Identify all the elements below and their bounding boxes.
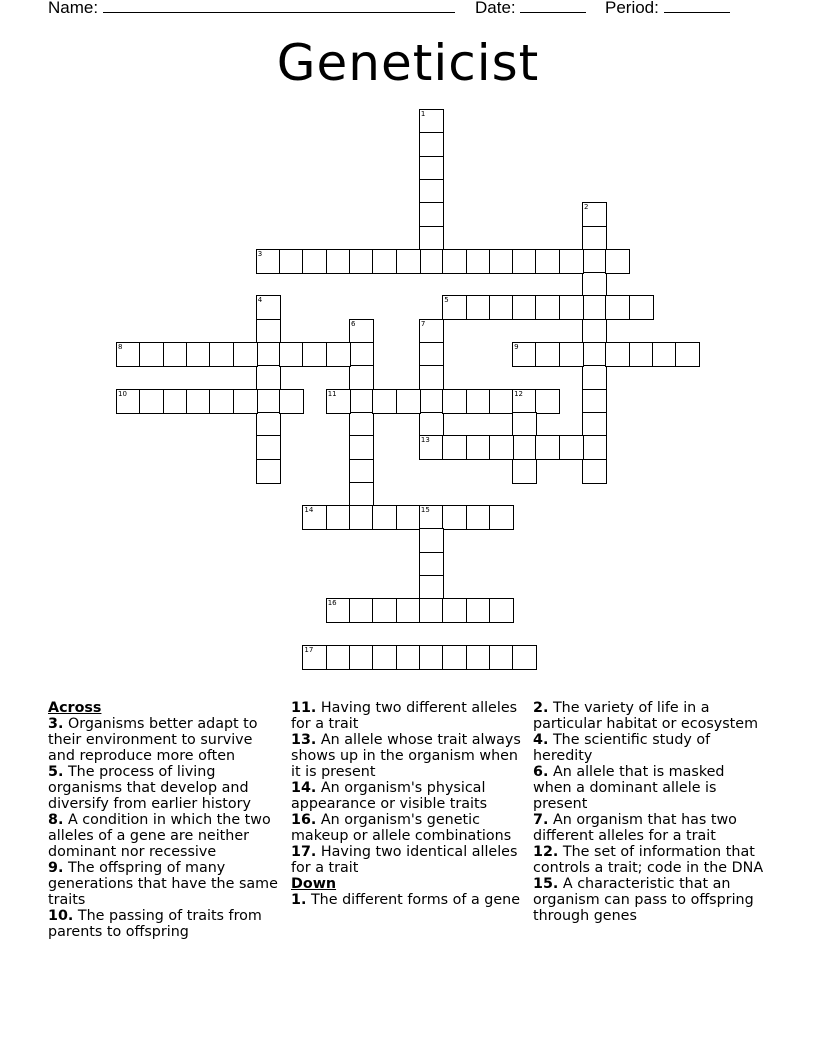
crossword-cell[interactable] [419,109,444,134]
crossword-cell[interactable] [419,226,444,251]
clue-number-label: 17 [304,645,314,654]
crossword-cell[interactable] [256,412,281,437]
crossword-cell[interactable] [535,389,560,414]
crossword-cell[interactable] [256,319,281,344]
clue-down-4 [533,732,765,764]
crossword-cell[interactable] [186,389,211,414]
crossword-cell[interactable] [326,598,351,623]
clue-text: The offspring of many generations that have the same traits [48,860,278,908]
crossword-cell[interactable] [466,249,491,274]
crossword-cell[interactable] [582,459,607,484]
clue-number-label: 13 [420,436,430,445]
crossword-cell[interactable] [489,389,514,414]
crossword-cell[interactable] [512,389,537,414]
crossword-cell[interactable] [349,412,374,437]
crossword-cell[interactable] [442,435,467,460]
clue-number-label: 1 [420,110,426,118]
clue-number: 10. [48,908,74,924]
crossword-cell[interactable] [349,342,374,367]
clue-text: The set of information that controls a trait; code in the DNA [533,844,764,876]
crossword-cell[interactable] [582,412,607,437]
crossword-cell[interactable] [605,249,630,274]
clue-number: 13. [291,732,317,748]
clue-text: The passing of traits from parents to offspring [48,908,262,940]
crossword-cell[interactable] [559,342,584,367]
crossword-cell[interactable] [349,389,374,414]
crossword-cell[interactable] [396,505,421,530]
crossword-cell[interactable] [419,342,444,367]
clue-number: 16. [291,812,317,828]
clue-down-12 [533,844,765,876]
crossword-cell[interactable] [535,342,560,367]
clue-across-16 [291,812,523,844]
clue-number: 14. [291,780,317,796]
clue-text: An allele whose trait always shows up in the organism when it is present [291,732,521,780]
across-heading: Across [48,700,102,716]
clue-number: 17. [291,844,317,860]
clue-text: An organism's physical appearance or visible traits [291,780,488,812]
crossword-cell[interactable] [256,435,281,460]
clue-number: 15. [533,876,559,892]
crossword-cell[interactable] [349,319,374,344]
clue-down-1 [291,892,523,908]
clue-number: 6. [533,764,549,780]
crossword-cell[interactable] [233,342,258,367]
clue-down-2 [533,700,765,732]
clue-text: Having two identical alleles for a trait [291,844,518,876]
crossword-cell[interactable] [466,435,491,460]
clue-number-label: 11 [327,389,337,398]
clue-across-13 [291,732,523,780]
clue-across-17 [291,844,523,876]
clue-number-label: 4 [257,296,263,305]
crossword-cell[interactable] [512,435,537,460]
crossword-cell[interactable] [535,435,560,460]
crossword-cell[interactable] [466,505,491,530]
crossword-cell[interactable] [582,435,607,460]
crossword-cell[interactable] [419,575,444,600]
crossword-cell[interactable] [326,645,351,670]
crossword-cell[interactable] [442,389,467,414]
crossword-cell[interactable] [559,295,584,320]
crossword-cell[interactable] [512,342,537,367]
crossword-cell[interactable] [396,645,421,670]
crossword-cell[interactable] [582,365,607,390]
crossword-cell[interactable] [419,412,444,437]
clues-column-3 [533,700,765,924]
clue-across-9 [48,860,280,908]
clue-across-5 [48,764,280,812]
crossword-cell[interactable] [326,505,351,530]
crossword-cell[interactable] [419,202,444,227]
clue-number-label: 8 [118,343,123,351]
crossword-cell[interactable] [582,249,607,274]
crossword-cell[interactable] [256,295,281,320]
crossword-cell[interactable] [559,435,584,460]
crossword-cell[interactable] [652,342,677,367]
clue-number: 5. [48,764,64,780]
page-title: Geneticist [276,34,540,92]
crossword-cell[interactable] [419,435,444,460]
clue-text: A characteristic that an organism can pass to offspring through genes [533,876,754,924]
crossword-cell[interactable] [442,645,467,670]
crossword-cell[interactable] [559,249,584,274]
crossword-cell[interactable] [372,249,397,274]
crossword-cell[interactable] [489,435,514,460]
crossword-cell[interactable] [372,389,397,414]
crossword-cell[interactable] [349,505,374,530]
clue-number: 8. [48,812,64,828]
crossword-cell[interactable] [419,365,444,390]
crossword-cell[interactable] [582,202,607,227]
crossword-cell[interactable] [256,459,281,484]
clue-number-label: 15 [420,506,430,515]
crossword-cell[interactable] [302,249,327,274]
crossword-cell[interactable] [396,249,421,274]
clue-number: 7. [533,812,549,828]
crossword-cell[interactable] [372,598,397,623]
crossword-cell[interactable] [466,295,491,320]
clue-number-label: 10 [118,389,127,398]
crossword-cell[interactable] [326,342,351,367]
crossword-cell[interactable] [116,389,141,414]
clue-across-8 [48,812,280,860]
crossword-cell[interactable] [419,528,444,553]
clue-text: The different forms of a gene [310,892,521,908]
crossword-cell[interactable] [163,342,188,367]
clues-column-1 [48,700,280,940]
clue-text: Organisms better adapt to their environment to survive and reproduce more often [48,716,258,764]
crossword-cell[interactable] [442,505,467,530]
crossword-cell[interactable] [372,505,397,530]
clue-number: 2. [533,700,549,716]
clue-number-label: 3 [257,249,263,258]
crossword-cell[interactable] [582,342,607,367]
crossword-cell[interactable] [209,389,234,414]
period-label: Period: [605,0,659,17]
crossword-cell[interactable] [419,552,444,577]
crossword-cell[interactable] [442,249,467,274]
crossword-cell[interactable] [256,389,281,414]
clue-text: An organism's genetic makeup or allele combinations [291,812,512,844]
crossword-cell[interactable] [489,645,514,670]
crossword-cell[interactable] [419,389,444,414]
crossword-cell[interactable] [419,179,444,204]
date-label: Date: [475,0,516,17]
clue-across-3 [48,716,280,764]
crossword-cell[interactable] [372,645,397,670]
crossword-cell[interactable] [209,342,234,367]
clue-number-label: 2 [584,203,589,212]
crossword-cell[interactable] [256,249,281,274]
crossword-cell[interactable] [349,482,374,507]
crossword-cell[interactable] [279,389,304,414]
crossword-cell[interactable] [535,249,560,274]
clue-text: A condition in which the two alleles of a gene are neither dominant nor recessive [48,812,271,860]
crossword-cell[interactable] [582,272,607,297]
clue-down-7 [533,812,765,844]
crossword-cell[interactable] [116,342,141,367]
clue-number: 12. [533,844,559,860]
crossword-cell[interactable] [629,295,654,320]
crossword-cell[interactable] [582,319,607,344]
crossword-cell[interactable] [349,598,374,623]
clue-number: 4. [533,732,549,748]
crossword-cell[interactable] [442,295,467,320]
crossword-cell[interactable] [349,459,374,484]
crossword-cell[interactable] [419,132,444,157]
crossword-cell[interactable] [489,505,514,530]
clue-number-label: 7 [420,319,426,328]
crossword-cell[interactable] [419,505,444,530]
crossword-cell[interactable] [605,295,630,320]
clue-number-label: 5 [444,296,449,305]
clue-number: 11. [291,700,317,716]
clue-number-label: 9 [514,343,519,351]
crossword-cell[interactable] [279,249,304,274]
crossword-cell[interactable] [186,342,211,367]
crossword-cell[interactable] [419,249,444,274]
crossword-cell[interactable] [302,645,327,670]
crossword-cell[interactable] [605,342,630,367]
clue-text: Having two different alleles for a trait [291,700,518,732]
crossword-cell[interactable] [512,459,537,484]
crossword-cell[interactable] [466,598,491,623]
clue-number-label: 16 [327,599,337,608]
crossword-cell[interactable] [512,295,537,320]
crossword-cell[interactable] [349,645,374,670]
crossword-cell[interactable] [256,365,281,390]
crossword-cell[interactable] [512,412,537,437]
clue-text: The scientific study of heredity [533,732,711,764]
crossword-cell[interactable] [512,645,537,670]
clue-number: 3. [48,716,64,732]
crossword-cell[interactable] [582,226,607,251]
crossword-cell[interactable] [489,249,514,274]
clue-down-6 [533,764,765,812]
crossword-cell[interactable] [349,435,374,460]
name-label: Name: [48,0,99,17]
crossword-cell[interactable] [419,319,444,344]
crossword-cell[interactable] [302,505,327,530]
clue-text: The variety of life in a particular habitat or ecosystem [533,700,759,732]
crossword-cell[interactable] [396,389,421,414]
crossword-cell[interactable] [582,295,607,320]
crossword-cell[interactable] [582,389,607,414]
crossword-cell[interactable] [279,342,304,367]
crossword-cell[interactable] [139,389,164,414]
crossword-cell[interactable] [139,342,164,367]
crossword-cell[interactable] [233,389,258,414]
crossword-cell[interactable] [419,156,444,181]
clue-number-label: 12 [514,389,524,398]
clue-across-10 [48,908,280,940]
clue-down-15 [533,876,765,924]
clue-number: 1. [291,892,307,908]
crossword-cell[interactable] [466,645,491,670]
crossword-cell[interactable] [396,598,421,623]
clue-across-11 [291,700,523,732]
crossword-cell[interactable] [419,645,444,670]
crossword-cell[interactable] [326,249,351,274]
crossword-cell[interactable] [256,342,281,367]
crossword-cell[interactable] [489,295,514,320]
clue-number-label: 6 [351,319,356,328]
crossword-cell[interactable] [419,598,444,623]
crossword-cell[interactable] [163,389,188,414]
clue-number-label: 14 [304,506,314,515]
crossword-cell[interactable] [349,365,374,390]
crossword-cell[interactable] [442,598,467,623]
down-heading: Down [291,876,337,892]
crossword-cell[interactable] [512,249,537,274]
crossword-cell[interactable] [326,389,351,414]
clue-number: 9. [48,860,64,876]
clue-text: An organism that has two different alleles for a trait [533,812,737,844]
crossword-cell[interactable] [302,342,327,367]
crossword-cell[interactable] [466,389,491,414]
crossword-cell[interactable] [349,249,374,274]
crossword-cell[interactable] [629,342,654,367]
clue-across-14 [291,780,523,812]
crossword-cell[interactable] [535,295,560,320]
clue-text: An allele that is masked when a dominant allele is present [533,764,725,812]
clue-text: The process of living organisms that develop and diversify from earlier history [48,764,251,812]
clues-column-2 [291,700,523,908]
crossword-cell[interactable] [675,342,700,367]
crossword-cell[interactable] [489,598,514,623]
